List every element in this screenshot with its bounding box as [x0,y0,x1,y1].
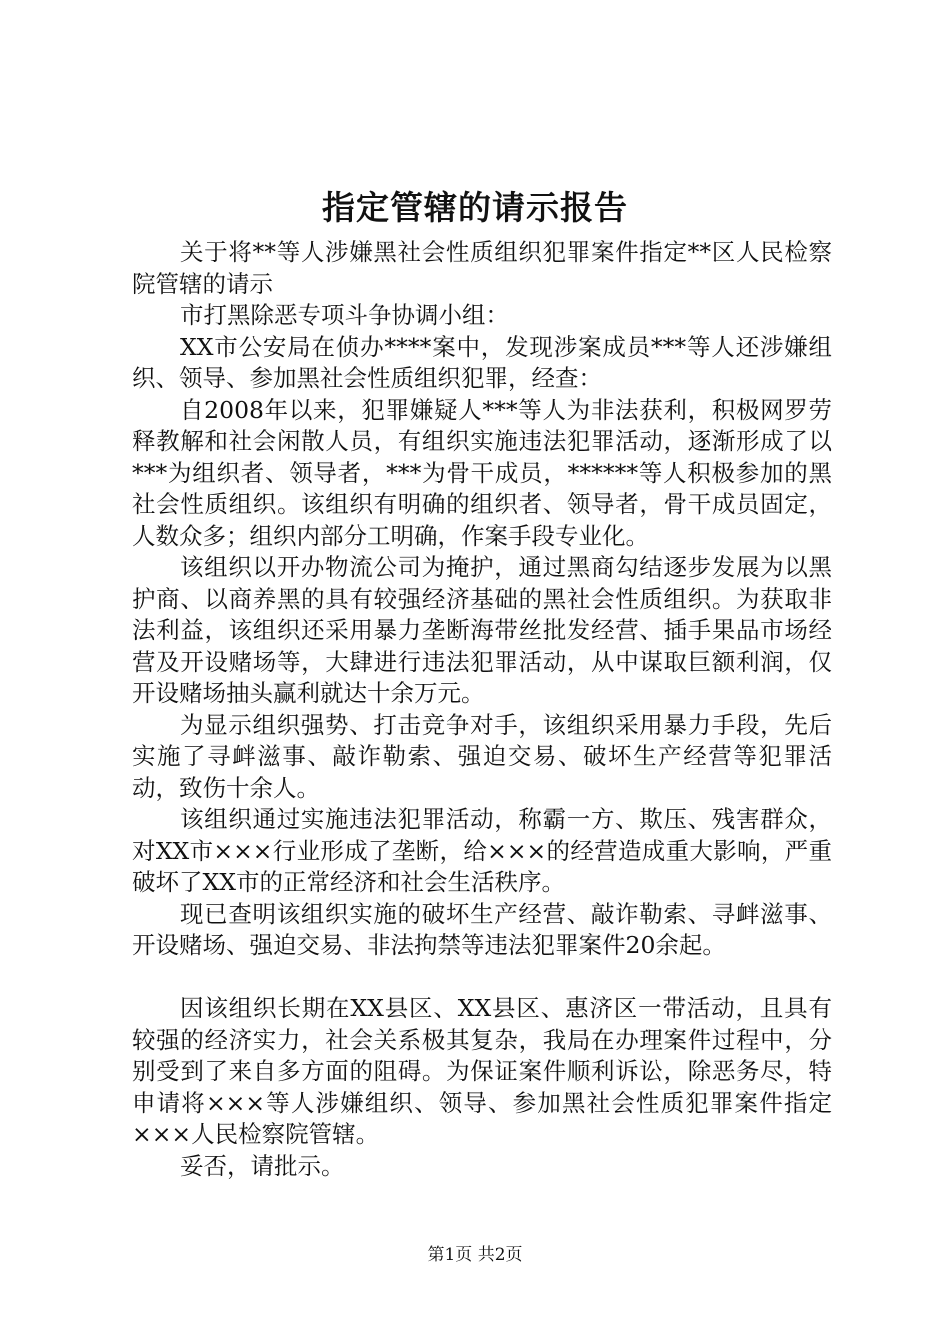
page-number: 第1页 共2页 [427,1245,523,1265]
paragraph-economic-base: 该组织以开办物流公司为掩护，通过黑商勾结逐步发展为以黑护商、以商养黑的具有较强经济基础的黑社会性质组织。为获取非法利益，该组织还采用暴力垄断海带丝批发经营、插手果品市场经营及开设赌场等，大肆进行违法犯罪活动，从中谋取巨额利润，仅开设赌场抽头赢利就达十余万元。 [132,553,832,707]
paragraph-violence: 为显示组织强势、打击竞争对手，该组织采用暴力手段，先后实施了寻衅滋事、敲诈勒索、强迫交易、破坏生产经营等犯罪活动，致伤十余人。 [132,710,832,802]
paragraph-recipient: 市打黑除恶专项斗争协调小组： [180,301,509,329]
paragraph-request: 因该组织长期在XX县区、XX县区、惠济区一带活动，且具有较强的经济实力，社会关系极其复杂，我局在办理案件过程中，分别受到了来自多方面的阻碍。为保证案件顺利诉讼，除恶务尽，特申请将×××等人涉嫌组织、领导、参加黑社会性质犯罪案件指定×××人民检察院管辖。 [132,994,832,1148]
paragraph-spacer [132,962,832,994]
paragraph-closing: 妥否，请批示。 [180,1151,345,1180]
paragraph-subject: 关于将**等人涉嫌黑社会性质组织犯罪案件指定**区人民检察院管辖的请示 [132,238,832,298]
paragraph-background: 自2008年以来，犯罪嫌疑人***等人为非法获利，积极网罗劳释教解和社会闲散人员，有组织实施违法犯罪活动，逐渐形成了以***为组织者、领导者，***为骨干成员，******等人积极参加的黑社会性质组织。该组织有明确的组织者、领导者，骨干成员固定，人数众多；组织内部分工明确，作案手段专业化。 [132,395,832,550]
document-body [132,237,832,1182]
document-title: 指定管辖的请示报告 [322,188,628,227]
paragraph-cases: 现已查明该组织实施的破坏生产经营、敲诈勒索、寻衅滋事、开设赌场、强迫交易、非法拘禁等违法犯罪案件20余起。 [132,899,832,959]
paragraph-intro: XX市公安局在侦办****案中，发现涉案成员***等人还涉嫌组织、领导、参加黑社会性质组织犯罪，经查： [132,332,832,392]
paragraph-impact: 该组织通过实施违法犯罪活动，称霸一方、欺压、残害群众，对XX市×××行业形成了垄断，给×××的经营造成重大影响，严重破坏了XX市的正常经济和社会生活秩序。 [132,805,832,896]
